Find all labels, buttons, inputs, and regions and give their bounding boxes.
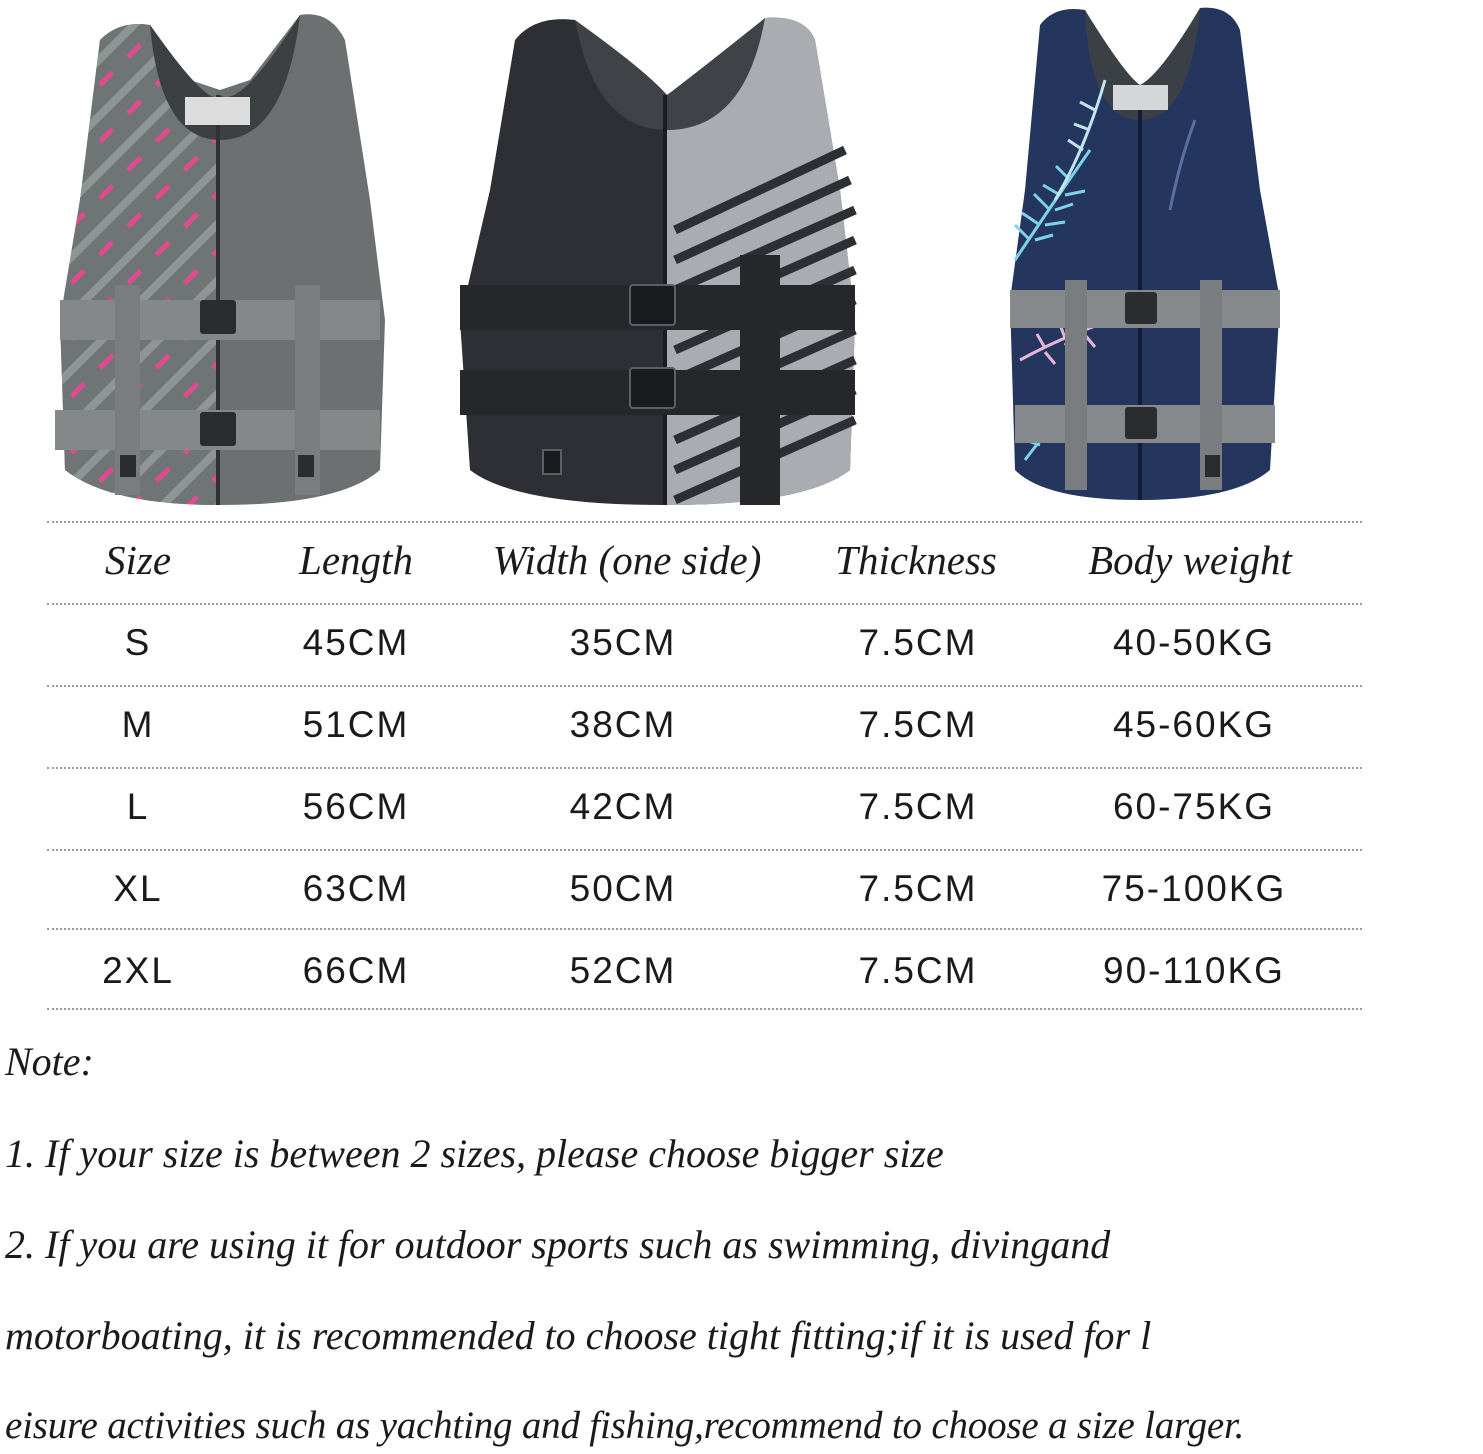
cell-size: XL bbox=[113, 868, 163, 909]
cell-size: 2XL bbox=[102, 950, 174, 991]
note-line: motorboating, it is recommended to choose tight fitting;if it is used for l bbox=[5, 1313, 1152, 1358]
grey-pink-pattern-vest bbox=[40, 0, 400, 515]
table-divider bbox=[47, 603, 1362, 605]
cell-width: 35CM bbox=[569, 622, 677, 663]
table-divider bbox=[47, 767, 1362, 769]
note-line: 1. If your size is between 2 sizes, please choose bigger size bbox=[5, 1131, 944, 1176]
cell-length: 56CM bbox=[302, 786, 410, 827]
cell-thickness: 7.5CM bbox=[858, 950, 978, 991]
cell-thickness: 7.5CM bbox=[858, 622, 978, 663]
cell-body-weight: 60-75KG bbox=[1112, 786, 1276, 827]
table-divider bbox=[47, 521, 1362, 523]
cell-length: 63CM bbox=[302, 868, 410, 909]
cell-length: 66CM bbox=[302, 950, 410, 991]
cell-thickness: 7.5CM bbox=[858, 868, 978, 909]
cell-length: 51CM bbox=[302, 704, 410, 745]
notes-title: Note: bbox=[5, 1039, 94, 1084]
navy-leaf-pattern-vest bbox=[995, 0, 1295, 515]
header-thickness: Thickness bbox=[835, 537, 997, 583]
cell-size: S bbox=[124, 622, 152, 663]
cell-size: L bbox=[126, 786, 150, 827]
cell-width: 42CM bbox=[569, 786, 677, 827]
cell-size: M bbox=[121, 704, 155, 745]
cell-body-weight: 45-60KG bbox=[1112, 704, 1276, 745]
header-body-weight: Body weight bbox=[1088, 537, 1292, 583]
cell-width: 52CM bbox=[569, 950, 677, 991]
cell-body-weight: 90-110KG bbox=[1103, 950, 1285, 991]
cell-body-weight: 40-50KG bbox=[1112, 622, 1276, 663]
table-divider bbox=[47, 1008, 1362, 1010]
cell-width: 50CM bbox=[569, 868, 677, 909]
cell-length: 45CM bbox=[302, 622, 410, 663]
cell-thickness: 7.5CM bbox=[858, 786, 978, 827]
header-length: Length bbox=[299, 537, 413, 583]
note-line: eisure activities such as yachting and fishing,recommend to choose a size larger. bbox=[5, 1404, 1245, 1447]
cell-thickness: 7.5CM bbox=[858, 704, 978, 745]
table-divider bbox=[47, 685, 1362, 687]
header-width: Width (one side) bbox=[492, 537, 762, 583]
table-divider bbox=[47, 928, 1362, 930]
header-size: Size bbox=[104, 537, 172, 583]
note-line: 2. If you are using it for outdoor sports such as swimming, divingand bbox=[5, 1222, 1111, 1267]
black-white-stripe-vest bbox=[445, 0, 875, 515]
cell-width: 38CM bbox=[569, 704, 677, 745]
product-images bbox=[0, 0, 1483, 520]
cell-body-weight: 75-100KG bbox=[1101, 868, 1287, 909]
table-divider bbox=[47, 849, 1362, 851]
